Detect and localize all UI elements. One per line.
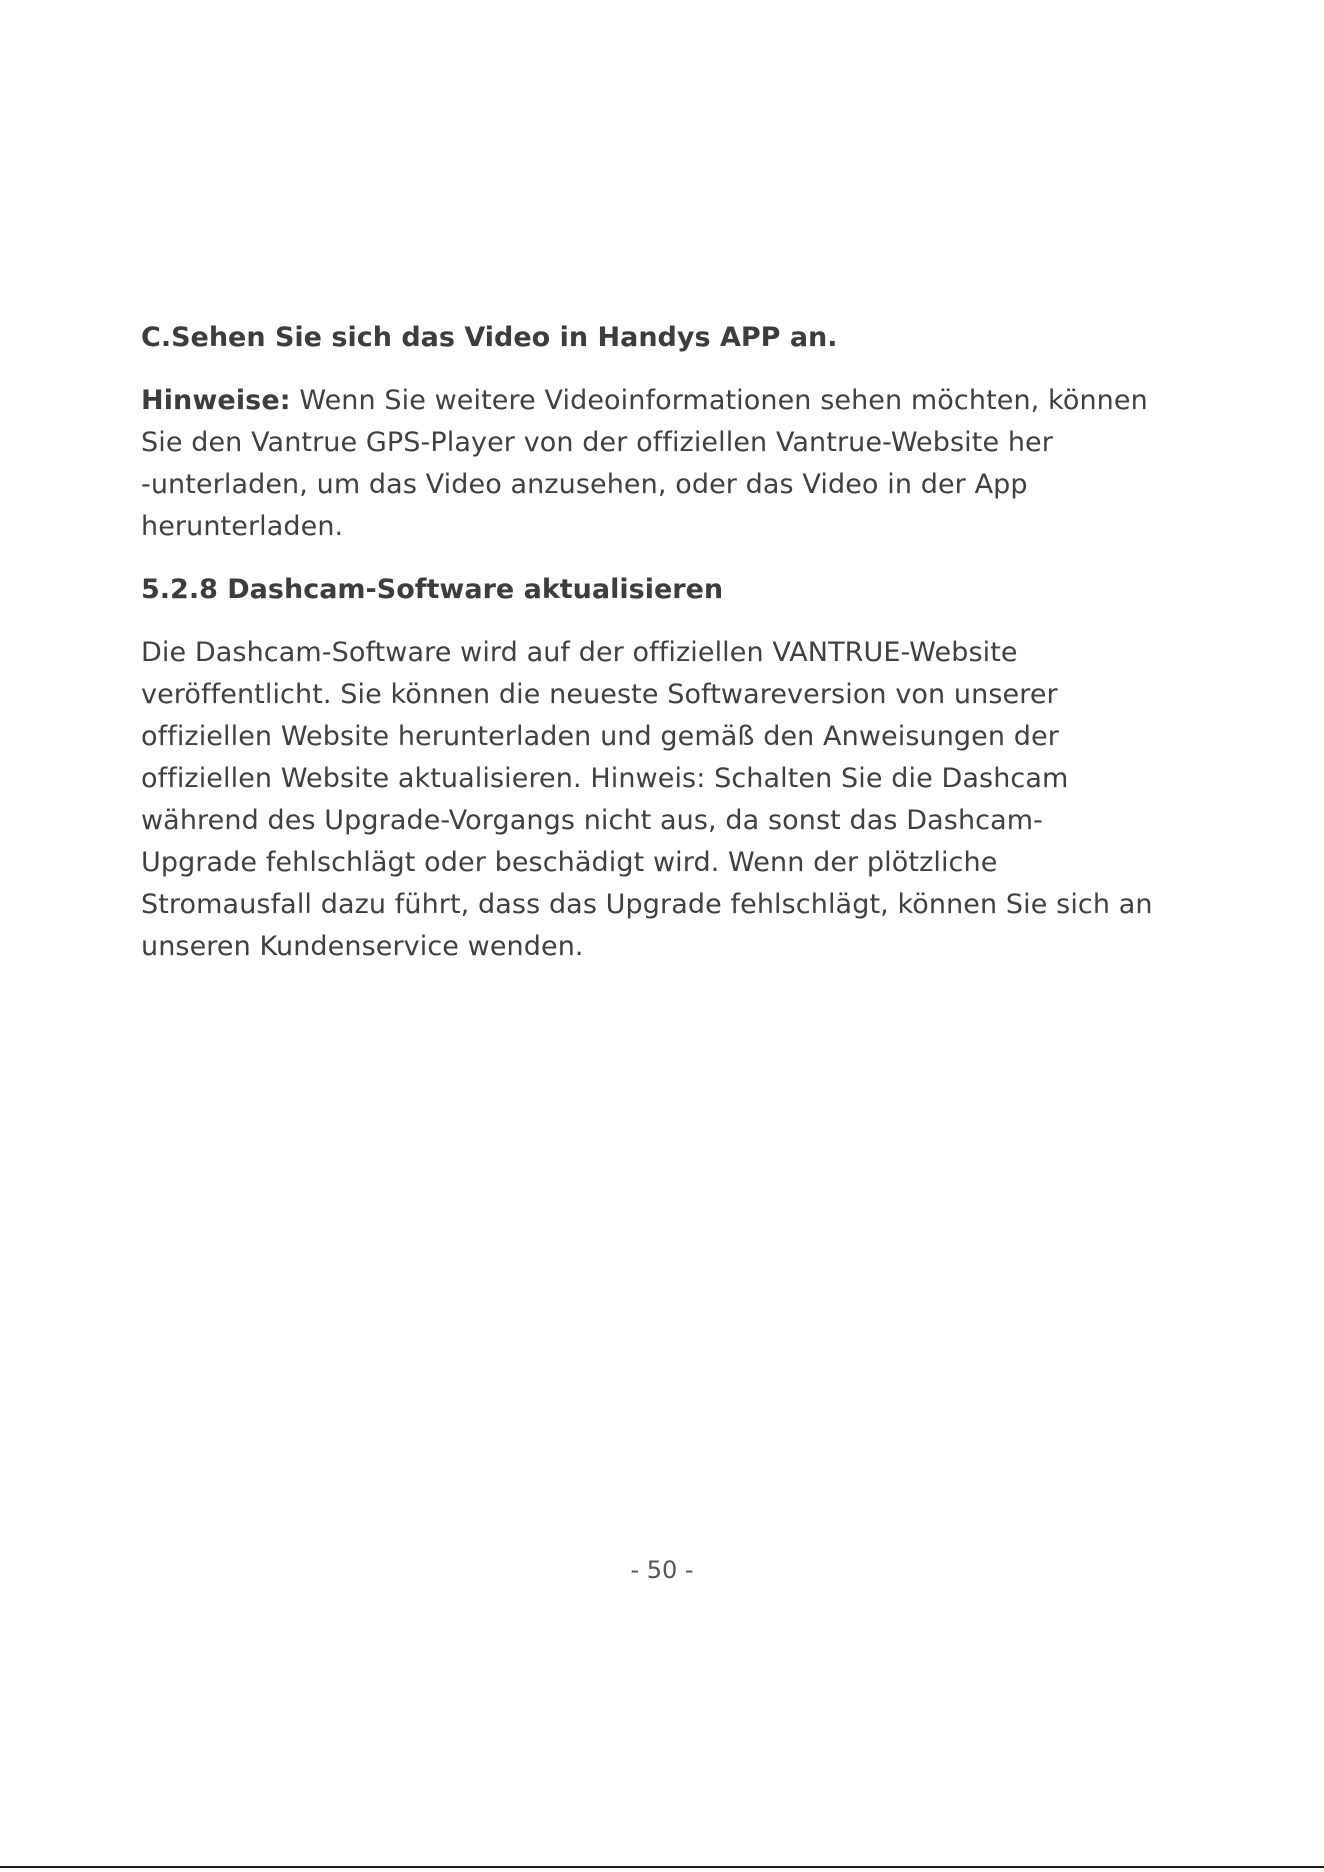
note-paragraph: [141, 380, 1231, 548]
section-heading-528: 5.2.8 Dashcam-Software aktualisieren: [141, 574, 724, 605]
software-update-paragraph: Die Dashcam-Software wird auf der offiziellen VANTRUE-Website veröffentlicht. Sie können die neueste Softwareversion von unserer offiziellen Website herunterladen und gemäß den Anweisungen der offiziellen Website aktualisieren. Hinweis: Schalten Sie die Dashcam während des Upgrade-Vorgangs nicht aus, da sonst das Dashcam- Upgrade fehlschlägt oder beschädigt wird. Wenn der plötzliche Stromausfall dazu führt, dass das Upgrade fehlschlägt, können Sie sich an unseren Kundenservice wenden.: [141, 637, 1153, 962]
section-heading-c: C.Sehen Sie sich das Video in Handys APP an.: [141, 322, 838, 353]
note-label: Hinweise:: [141, 385, 291, 416]
bottom-rule: [0, 1866, 1324, 1868]
page-number: - 50 -: [630, 1556, 694, 1584]
note-text: Wenn Sie weitere Videoinformationen sehen möchten, können Sie den Vantrue GPS-Player von der offiziellen Vantrue-Website her -unterladen, um das Video anzusehen, oder das Video in der App herunterladen.: [141, 385, 1148, 542]
page-content: [141, 318, 1231, 968]
